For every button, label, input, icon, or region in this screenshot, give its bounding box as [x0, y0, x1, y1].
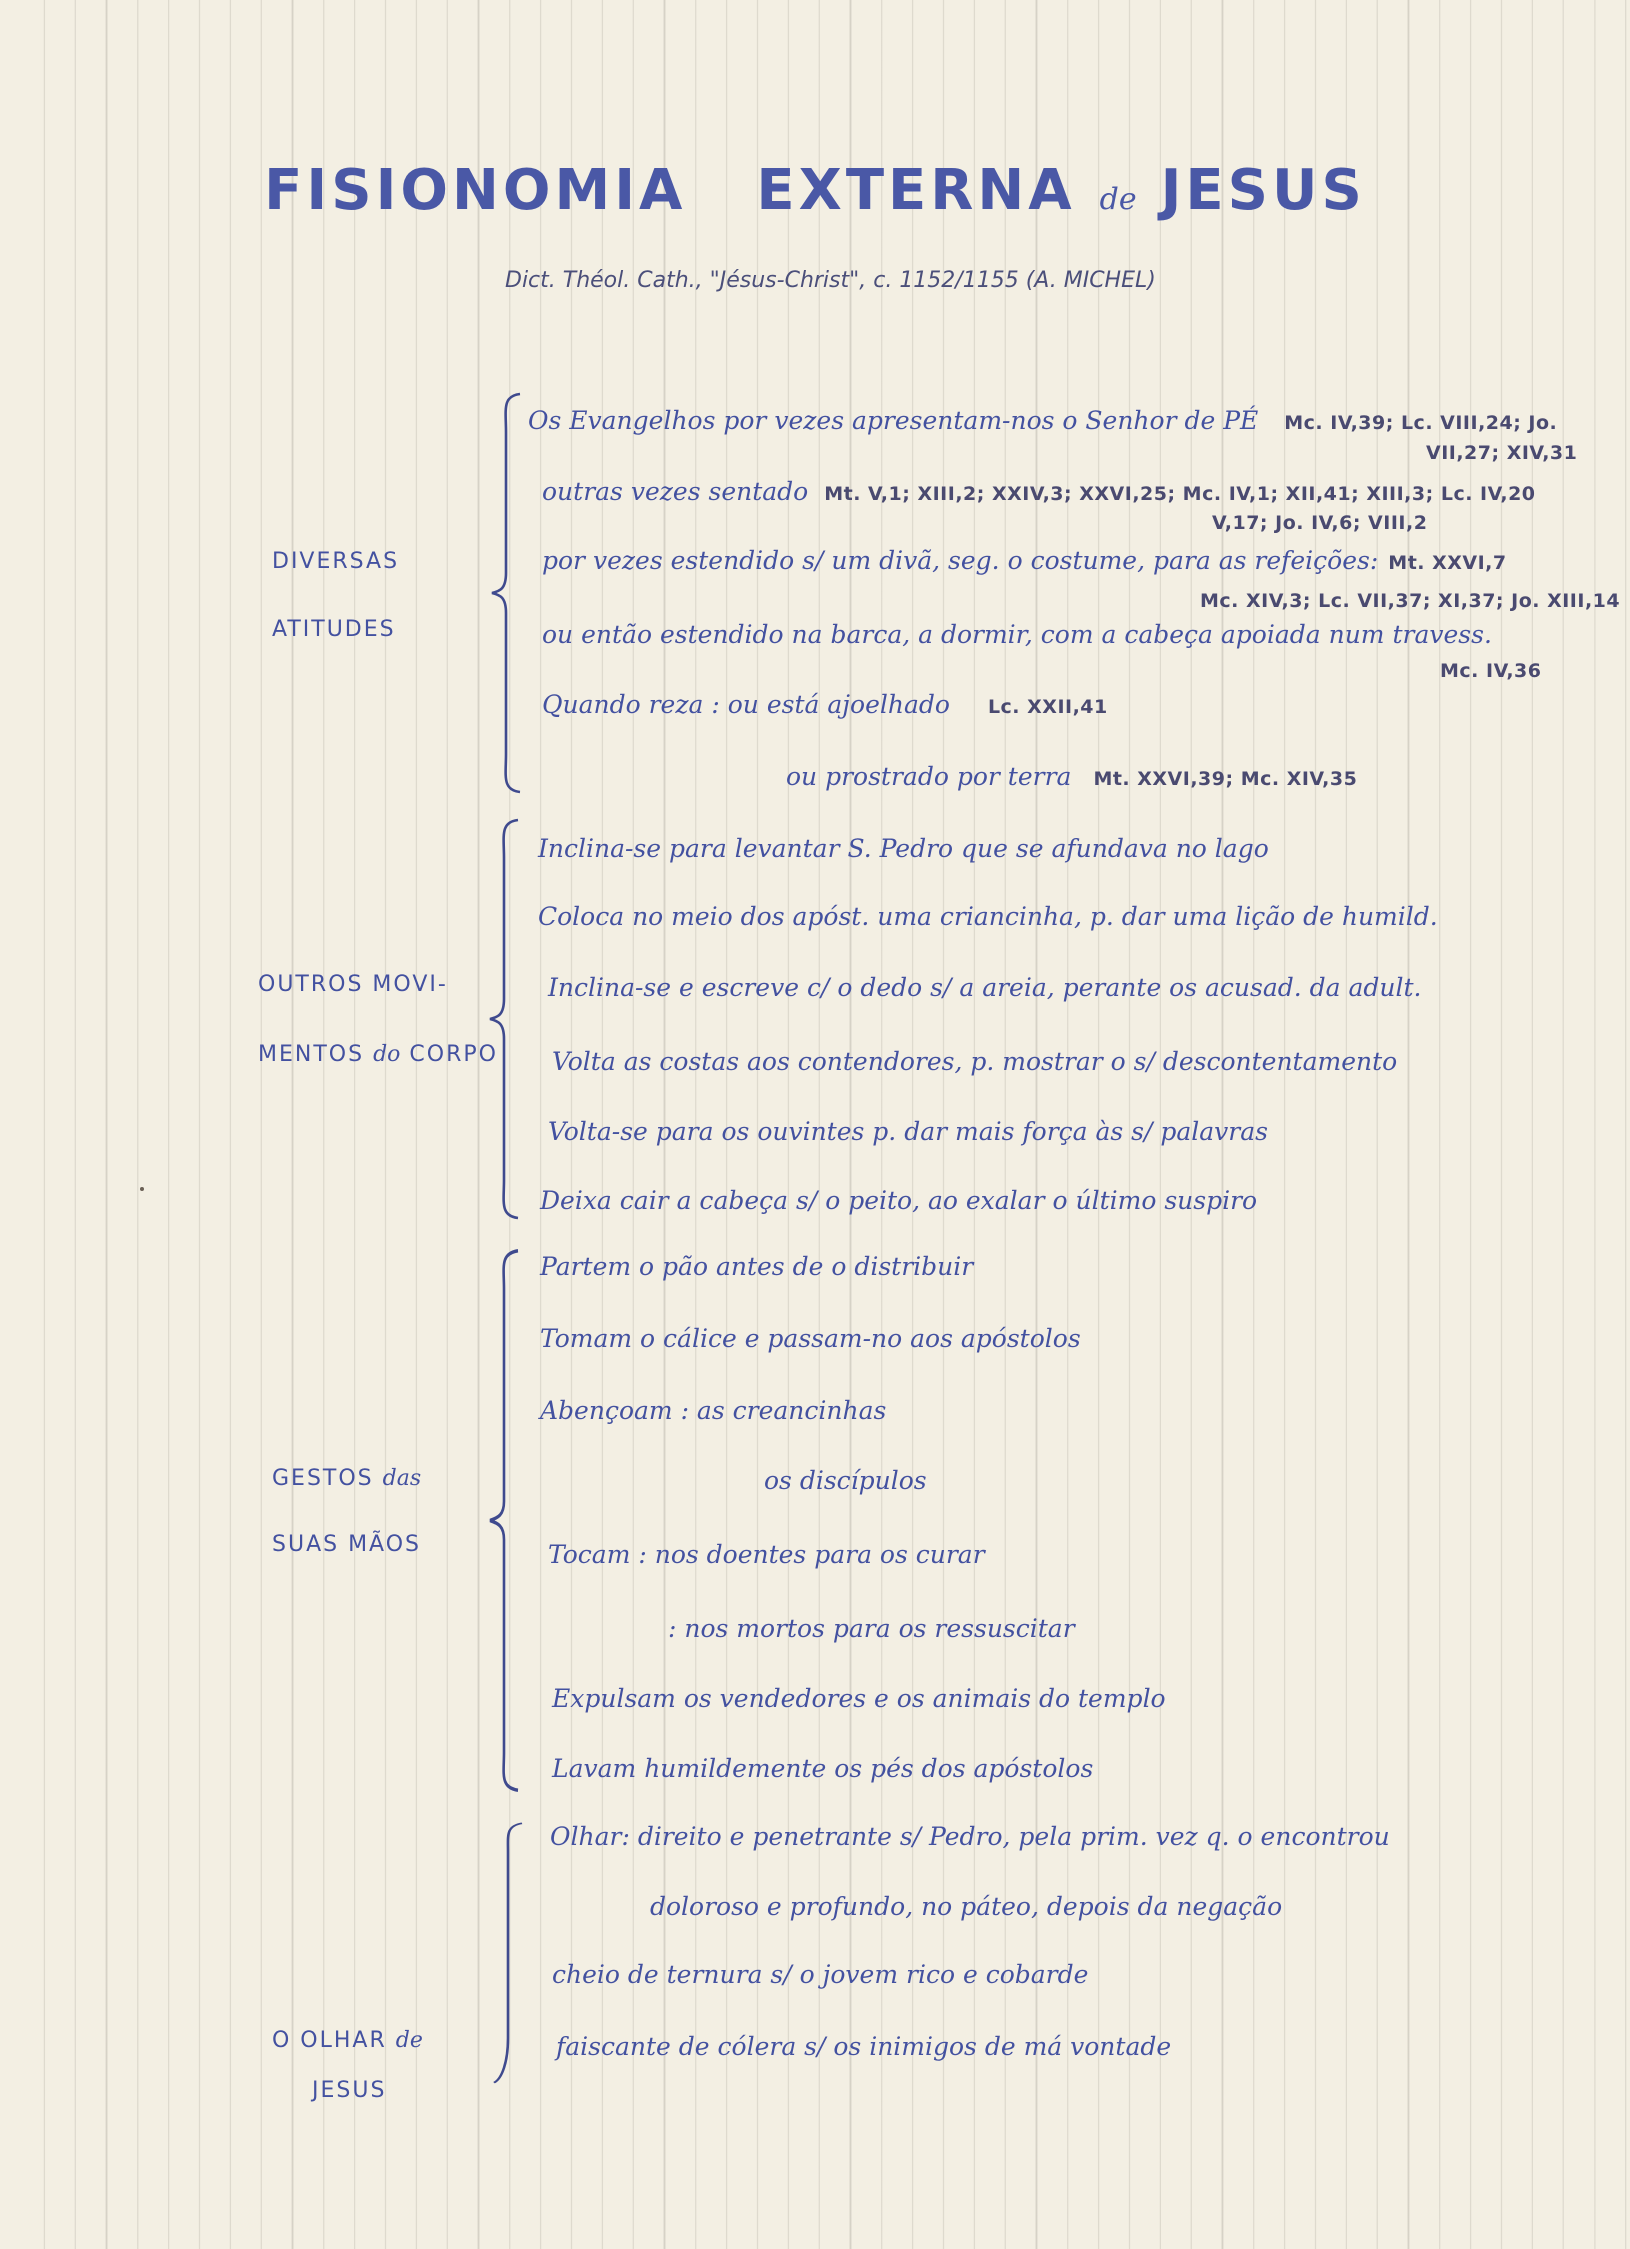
section-label-atitudes	[272, 528, 399, 664]
atitudes-line-4	[542, 620, 1492, 649]
scripture-ref: Mc. IV,39; Lc. VIII,24; Jo.	[1284, 412, 1558, 434]
section-label-line: GESTOS das	[272, 1466, 422, 1491]
page-title	[0, 158, 1630, 223]
olhar-line-2: doloroso e profundo, no páteo, depois da negação	[650, 1892, 1283, 1921]
title-word-fisionomia: FISIONOMIA	[264, 158, 687, 223]
gestos-line-5: Tocam : nos doentes para os curar	[548, 1540, 985, 1569]
paper-speck	[140, 1187, 144, 1191]
line-text: por vezes estendido s/ um divã, seg. o costume, para as refeições:	[542, 546, 1379, 575]
source-citation: Dict. Théol. Cath., "Jésus-Christ", c. 1152/1155 (A. MICHEL)	[505, 268, 1156, 293]
title-connector: de	[1099, 182, 1137, 217]
brace-movimentos	[486, 818, 526, 1220]
brace-atitudes	[488, 392, 528, 794]
scripture-ref: Mt. V,1; XIII,2; XXIV,3; XXVI,25; Mc. IV,1; XII,41; XIII,3; Lc. IV,20	[824, 483, 1536, 505]
line-text: ou prostrado por terra	[786, 762, 1072, 791]
scripture-ref-continued: Mc. XIV,3; Lc. VII,37; XI,37; Jo. XIII,14	[1200, 590, 1621, 612]
atitudes-line-1	[528, 406, 1557, 435]
atitudes-line-5	[542, 690, 1108, 719]
olhar-line-1: Olhar: direito e penetrante s/ Pedro, pela prim. vez q. o encontrou	[550, 1822, 1390, 1851]
line-text: Quando reza : ou está ajoelhado	[542, 690, 950, 719]
gestos-line-2: Tomam o cálice e passam-no aos apóstolos	[540, 1324, 1081, 1353]
movimentos-line-1: Inclina-se para levantar S. Pedro que se afundava no lago	[538, 834, 1269, 863]
line-text: Os Evangelhos por vezes apresentam-nos o Senhor de PÉ	[528, 406, 1259, 435]
section-label-line: DIVERSAS	[272, 549, 400, 574]
title-word-jesus: JESUS	[1160, 158, 1366, 223]
brace-olhar	[490, 1822, 530, 2084]
section-label-line: OUTROS MOVI-	[258, 972, 448, 997]
section-label-olhar	[272, 2016, 423, 2116]
movimentos-line-6: Deixa cair a cabeça s/ o peito, ao exalar o último suspiro	[540, 1186, 1258, 1215]
gestos-line-6: : nos mortos para os ressuscitar	[668, 1614, 1075, 1643]
section-label-line: SUAS MÃOS	[272, 1532, 422, 1557]
movimentos-line-3: Inclina-se e escreve c/ o dedo s/ a areia, perante os acusad. da adult.	[548, 973, 1422, 1002]
section-label-gestos	[272, 1446, 421, 1578]
atitudes-line-3	[542, 546, 1507, 575]
scripture-ref: Mt. XXVI,7	[1388, 552, 1507, 574]
movimentos-line-4: Volta as costas aos contendores, p. mostrar o s/ descontentamento	[552, 1047, 1398, 1076]
scripture-ref: Mt. XXVI,39; Mc. XIV,35	[1093, 768, 1358, 790]
scripture-ref-continued: VII,27; XIV,31	[1426, 442, 1578, 464]
gestos-line-1: Partem o pão antes de o distribuir	[540, 1252, 974, 1281]
title-word-externa: EXTERNA	[756, 158, 1076, 223]
line-text: outras vezes sentado	[542, 477, 809, 506]
movimentos-line-5: Volta-se para os ouvintes p. dar mais força às s/ palavras	[548, 1117, 1268, 1146]
gestos-line-4: os discípulos	[764, 1466, 927, 1495]
section-label-movimentos	[258, 950, 498, 1090]
section-label-line: ATITUDES	[272, 617, 396, 642]
scripture-ref-continued: V,17; Jo. IV,6; VIII,2	[1212, 512, 1428, 534]
gestos-line-7: Expulsam os vendedores e os animais do templo	[552, 1684, 1166, 1713]
atitudes-line-2	[542, 477, 1536, 506]
movimentos-line-2: Coloca no meio dos apóst. uma criancinha, p. dar uma lição de humild.	[538, 902, 1438, 931]
section-label-line: JESUS	[312, 2078, 387, 2103]
olhar-line-4: faiscante de cólera s/ os inimigos de má vontade	[556, 2032, 1172, 2061]
gestos-line-8: Lavam humildemente os pés dos apóstolos	[552, 1754, 1094, 1783]
gestos-line-3: Abençoam : as creancinhas	[540, 1396, 887, 1425]
scripture-ref-continued: Mc. IV,36	[1440, 660, 1542, 682]
scripture-ref: Lc. XXII,41	[987, 696, 1108, 718]
section-label-line: MENTOS do CORPO	[258, 1042, 498, 1067]
olhar-line-3: cheio de ternura s/ o jovem rico e cobarde	[552, 1960, 1089, 1989]
atitudes-line-6	[786, 762, 1357, 791]
brace-gestos	[486, 1248, 526, 1793]
line-text: ou então estendido na barca, a dormir, com a cabeça apoiada num travess.	[542, 620, 1492, 649]
section-label-line: O OLHAR de	[272, 2028, 423, 2053]
